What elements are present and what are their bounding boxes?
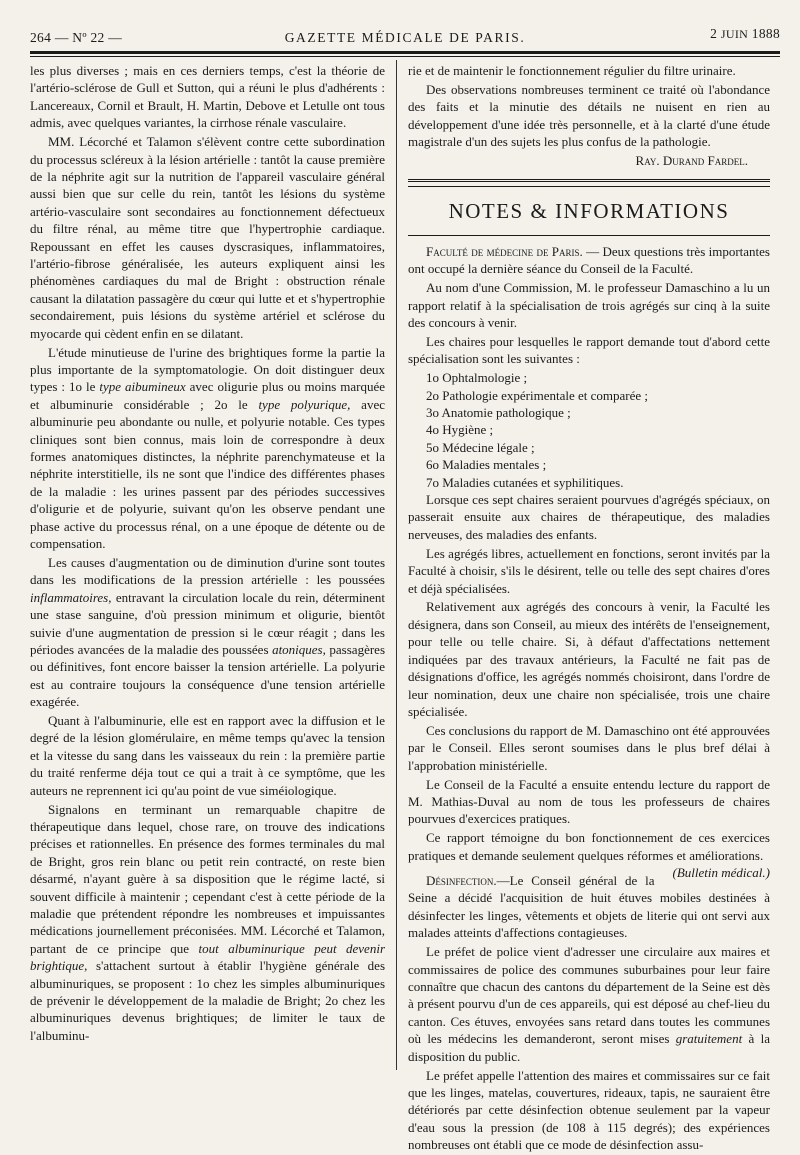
text-run: passagères ou définitives, font encore baisser la tension artérielle. La polyurie est au contraire toujours la conséquence d'une tension artérielle exagérée. [30,641,385,710]
paragraph [408,943,770,1065]
text-run: à la disposition du public. [408,1031,770,1064]
paragraph [408,243,770,278]
italic-term: type polyurique, [258,396,351,412]
paragraph: Le préfet appelle l'attention des maires et commissaires sur ce fait que les linges, matelas, couvertures, rideaux, tapis, ne sauraient être détériorés par cette désinfection obtenue seulement par la vapeur d'eau sous la pression (de 108 à 115 degrés); des expériences nombreuses ont établi que ce mode de désinfection assu- [408,1067,770,1153]
text-run: Le préfet de police vient d'adresser une circulaire aux maires et commissaires de police des communes suburbaines pour leur faire connaître que chacun des cantons du département de la Seine est dès à présent pourvu d'un de ces appareils, qui est déposé au chef-lieu du canton. Ces étuves, envoyées sans retard dans toutes les communes où les médecins les demanderont, seront mises [408,944,770,1047]
item-heading: Désinfection. [426,873,497,889]
paragraph [408,872,770,942]
column-separator [396,60,397,1070]
paragraph: Au nom d'une Commission, M. le professeur Damaschino a lu un rapport relatif à la spécialisation de trois agrégés sur cinq à la suite des concours à venir. [408,280,770,330]
issue-month: JUIN [720,27,749,41]
issue-date [710,26,780,42]
issue-year: 1888 [751,26,780,41]
paragraph: Des observations nombreuses terminent ce traité où l'abondance des faits et la minutie des détails ne nuisent en rien au développement d'une idée très personnelle, et à la clarté d'une étude magistrale d'un des sujets les plus confus de la pathologie. [408,81,770,150]
text-run: s'attachent surtout à établir l'hygiène générale des albuminuriques, se proposent : 1o chez les simples albuminuriques de prévenir le développement de la maladie de Bright; 2o chez les albuminuriques devenus brightiques; de limiter le taux de l'albuminu- [30,958,385,1043]
paragraph: Le Conseil de la Faculté a ensuite entendu lecture du rapport de M. Mathias-Duval au nom de tous les professeurs de chaires pourvues d'exercices pratiques. [408,776,770,827]
italic-term: gratuitement [675,1031,743,1047]
paragraph [30,554,385,711]
review-signature: Ray. Durand Fardel. [635,153,748,169]
issue-day: 2 [710,26,718,41]
left-column [30,62,385,1046]
chair-list [408,369,770,491]
paragraph: rie et de maintenir le fonctionnement régulier du filtre urinaire. [408,63,736,78]
italic-term: type aibumineux [99,379,186,395]
header-rule-thin [30,56,780,57]
text-run: Signalons en terminant un remarquable chapitre de thérapeutique dans lequel, chose rare, on trouve des indications précises et rationnelles. En présence des formes terminales du mal de Bright, gros rein blanc ou petit rein contracté, on reste bien désarmé, n'ayant guère à sa disposition que le régime lacté, si souvent difficile à maintenir ; cependant c'est à cette période de la maladie que prétendent répondre les nombreuses et impuissantes médications journellement préconisées. MM. Lécorché et Talamon, partant de ce principe que [30,801,385,956]
paragraph: Ces conclusions du rapport de M. Damaschino ont été approuvées par le Conseil. Elles seront soumises dans le plus bref délai à l'approbation ministérielle. [408,722,770,773]
italic-term: tout albuminurique peut devenir brightique, [30,940,386,974]
paragraph: les plus diverses ; mais en ces derniers temps, c'est la théorie de l'artério-sclérose de Gull et Sutton, qui a réuni le plus d'adhérents : Lancereaux, Cornil et Brault, H. Martin, Debove et Letulle ont tous admis, avec quelques variantes, la cirrhose rénale vasculaire. [30,63,385,131]
text-run: Ce rapport témoigne du bon fonctionnement de ces exercices pratiques et demande seulement quelques réformes et améliorations. [408,830,770,863]
page-number: 264 — Nº 22 — [30,30,123,45]
paragraph: Lorsque ces sept chaires seraient pourvues d'agrégés spéciaux, on passerait ensuite aux chaires de thérapeutique, des maladies nerveuses, des maladies des enfants. [408,492,770,542]
list-item: 5o Médecine légale ; [426,439,535,455]
paragraph: Quant à l'albuminurie, elle est en rapport avec la diffusion et le degré de la lésion glomérulaire, en même temps qu'avec la tension et la vitesse du sang dans les vaisseaux du rein : la première partie du traité renferme déja tout ce qui a trait à ce symptôme, que les auteurs ne reprennent ici qu'au point de vue siméiologique. [30,713,385,798]
list-item: 3o Anatomie pathologique ; [426,405,571,420]
text-run: —Le Conseil général de la Seine a décidé l'acquisition de huit étuves mobiles destinées à désinfecter les linges, vêtements et objets de literie qui ont servi aux malades atteints d'affections contagieuses. [408,873,770,941]
text-run: avec oligurie plus ou moins marquée et albuminurie considérable ; 2o le [30,379,386,412]
list-item: 7o Maladies cutanées et syphilitiques. [426,474,624,490]
list-item: 4o Hygiène ; [426,422,494,438]
section-title: NOTES & INFORMATIONS [448,199,730,224]
text-run: avec albuminurie peu abondante ou nulle, et polyurie notable. Ces types cliniques sont bien connus, mais loin de correspondre à deux formes anatomiques distinctes, la néphrite parenchymateuse et la néphrite interstitielle, ils ne sont que l'indice des différentes phases de la maladie : les urines passent par des périodes successives d'oligurie et de polyurie, suivant qu'on les observe pendant une phase active du processus rénal, on a une époque de détente ou de compensation. [30,396,385,551]
paragraph: Les agrégés libres, actuellement en fonctions, seront invités par la Faculté à choisir, s'ils le désirent, telle ou telle des sept chaires d'ores et déjà spécialisées. [408,545,770,596]
text-run: — Deux questions très importantes ont occupé la dernière séance du Conseil de la Faculté. [408,243,770,277]
header-rule [30,51,780,54]
source-citation: (Bulletin médical.) [672,865,770,881]
paragraph: Relativement aux agrégés des concours à venir, la Faculté les désignera, dans son Conseil, au mieux des intérêts de l'enseignement, pour telle ou telle chaire. Si, à défaut d'affectations nettement indiquées par des travaux antérieurs, la Faculté ne fait pas de désignations d'office, les agrégés nommés choisiront, dans l'ordre de leur nomination, deux une chaire non spécialisée, trois une chaire spécialisée. [408,599,770,719]
italic-term: inflammatoires, [30,589,112,605]
list-item: 6o Maladies mentales ; [426,457,547,473]
text-run: Les causes d'augmentation ou de diminution d'urine sont toutes dans les modifications de la pression artérielle : les poussées [30,554,385,588]
list-item: 2o Pathologie expérimentale et comparée ; [426,387,648,403]
paragraph [30,801,385,1045]
paragraph: MM. Lécorché et Talamon s'élèvent contre cette subordination du processus scléreux à la lésion artérielle : tantôt la cause première de la néphrite agit sur la nutrition de l'appareil vasculaire général aussi bien que sur celle du rein, tantôt les lésions du système artério-vasculaire sont secondaires au fonctionnement défectueux du filtre rénal, au même titre que l'hypertrophie cardiaque. Repoussant en effet les causes dyscrasiques, inflammatoires, l'artério-fibrose généralisée, les auteurs expliquent ainsi les phénomènes cardiaques du mal de Bright : obstruction rénale causant la dilatation passagère du cœur qui lutte et et s'hypertrophie secondairement, puis lésions du système artériel et sclérose du myocarde qui cèdent enfin en se dilatant. [30,134,385,341]
text-run: L'étude minutieuse de l'urine des brightiques forme la partie la plus importante de la symptomatologie. On doit distinguer deux types : 1o le [30,344,385,395]
page-header [30,26,780,48]
section-rule [408,235,770,236]
journal-title: GAZETTE MÉDICALE DE PARIS. [284,30,526,45]
right-column [408,62,770,1155]
list-item: 1o Ophtalmologie ; [426,370,528,386]
paragraph [30,344,385,553]
italic-term: atoniques, [272,641,326,657]
paragraph: Les chaires pour lesquelles le rapport demande tout d'abord cette spécialisation sont les suivantes : [408,333,770,367]
item-heading: Faculté de médecine de Paris. [426,243,583,259]
section-divider [408,179,770,187]
text-run: entravant la circulation locale du rein, déterminent une stase sanguine, d'où pression minimum et oligurie, bientôt suivie d'une augmentation de pression si le cœur réagit ; dans les périodes avancées de la maladie des poussées [30,589,385,657]
